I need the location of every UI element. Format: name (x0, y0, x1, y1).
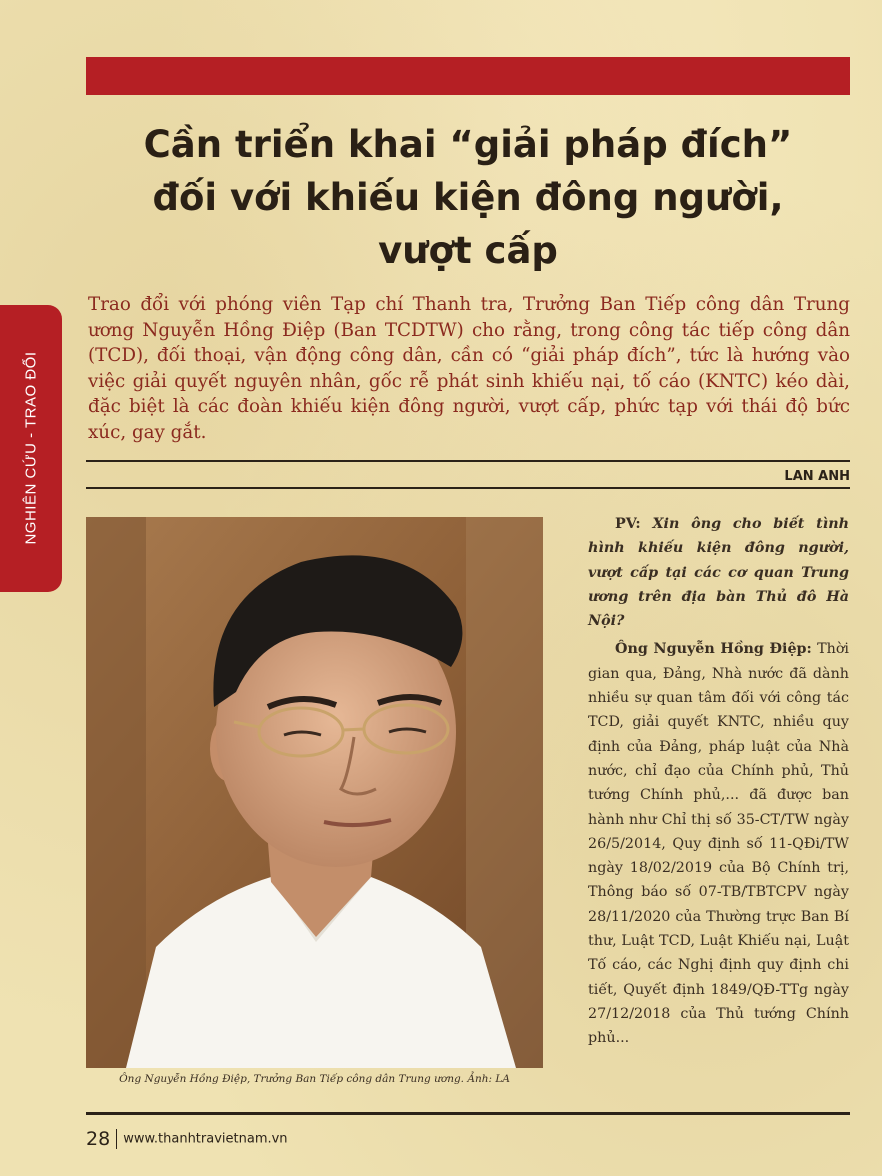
interview-question (588, 512, 849, 633)
headline-line-1: Cần triển khai “giải pháp đích” (143, 123, 793, 166)
byline-rule-bottom (86, 487, 850, 489)
section-label: NGHIÊN CỨU - TRAO ĐỔI (22, 351, 40, 545)
section-side-tab (0, 305, 62, 592)
author-byline: LAN ANH (784, 469, 850, 484)
photo-caption: Ông Nguyễn Hồng Điệp, Trưởng Ban Tiếp công dân Trung ương. Ảnh: LA (119, 1073, 510, 1085)
footer-divider (116, 1129, 117, 1149)
footer-rule (86, 1112, 850, 1115)
website-url: www.thanhtravietnam.vn (123, 1131, 288, 1147)
portrait-photo (86, 517, 543, 1068)
headline-line-3: vượt cấp (378, 229, 558, 272)
interview-answer (588, 637, 849, 1050)
page-number: 28 (86, 1128, 111, 1150)
byline-rule-top (86, 460, 850, 462)
answer-speaker: Ông Nguyễn Hồng Điệp: (615, 641, 812, 658)
article-lead: Trao đổi với phóng viên Tạp chí Thanh tra, Trưởng Ban Tiếp công dân Trung ương Nguyễn Hồng Điệp (Ban TCDTW) cho rằng, trong công tác tiếp công dân (TCD), đối thoại, vận động công dân, cần có “giải pháp đích”, tức là hướng vào việc giải quyết nguyên nhân, gốc rễ phát sinh khiếu nại, tố cáo (KNTC) kéo dài, đặc biệt là các đoàn khiếu kiện đông người, vượt cấp, phức tạp với thái độ bức xúc, gay gắt. (88, 294, 850, 443)
top-red-bar (86, 57, 850, 95)
page-footer (86, 1128, 288, 1150)
interview-column (588, 512, 849, 1051)
answer-text: Thời gian qua, Đảng, Nhà nước đã dành nhiều sự quan tâm đối với công tác TCD, giải quyết KNTC, nhiều quy định của Đảng, pháp luật của Nhà nước, chỉ đạo của Chính phủ, Thủ tướng Chính phủ,... đã được ban hành như Chỉ thị số 35-CT/TW ngày 26/5/2014, Quy định số 11-QĐi/TW ngày 18/02/2019 của Bộ Chính trị, Thông báo số 07-TB/TBTCPV ngày 28/11/2020 của Thường trực Ban Bí thư, Luật TCD, Luật Khiếu nại, Luật Tố cáo, các Nghị định quy định chi tiết, Quyết định 1849/QĐ-TTg ngày 27/12/2018 của Thủ tướng Chính phủ... (588, 641, 849, 1047)
question-text: Xin ông cho biết tình hình khiếu kiện đông người, vượt cấp tại các cơ quan Trung ương trên địa bàn Thủ đô Hà Nội? (588, 516, 849, 630)
headline-line-2: đối với khiếu kiện đông người, (152, 176, 784, 219)
article-headline (86, 118, 850, 277)
question-prefix: PV: (615, 516, 641, 532)
